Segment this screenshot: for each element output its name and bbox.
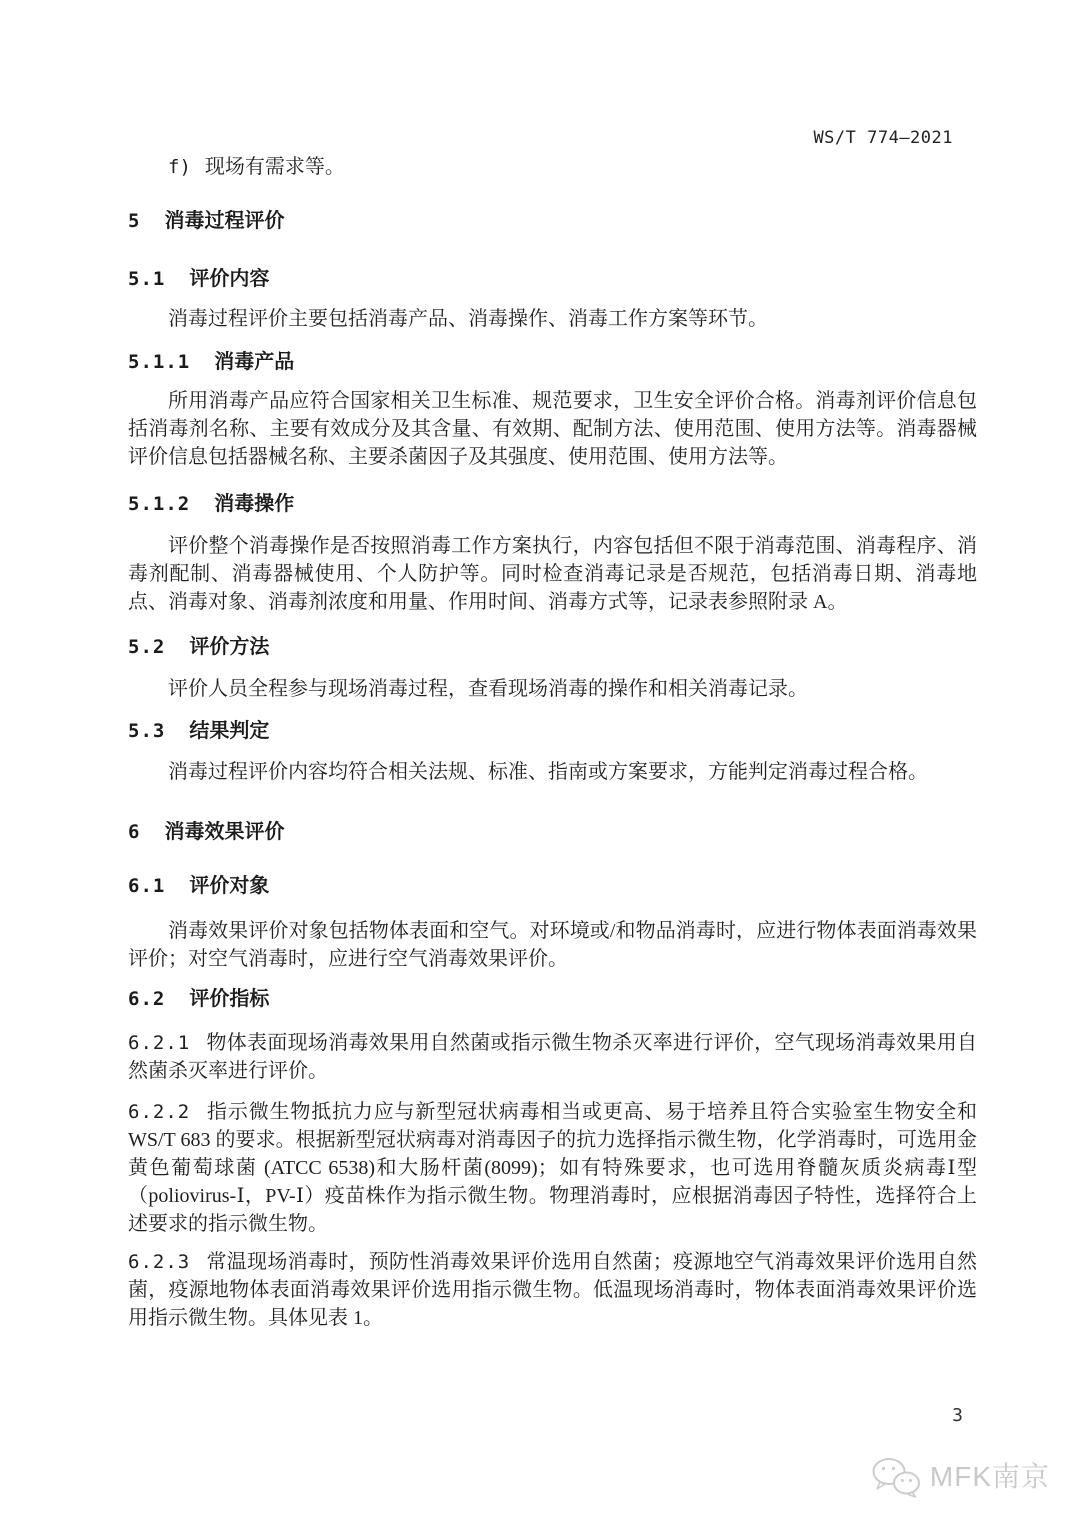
paragraph-5-1-2: 评价整个消毒操作是否按照消毒工作方案执行，内容包括但不限于消毒范围、消毒程序、消毒剂配制、消毒器械使用、个人防护等。同时检查消毒记录是否规范，包括消毒日期、消毒地点、消毒对象、消毒剂浓度和用量、作用时间、消毒方式等，记录表参照附录 A。 — [128, 535, 977, 613]
section-title: 消毒过程评价 — [164, 210, 285, 232]
section-title: 结果判定 — [189, 720, 270, 742]
subsection-heading-5-1-1 — [128, 348, 977, 376]
clause-text: 常温现场消毒时，预防性消毒效果评价选用自然菌；疫源地空气消毒效果评价选用自然菌，疫源地物体表面消毒效果评价选用指示微生物。低温现场消毒时，物体表面消毒效果评价选用指示微生物。具体见表 1。 — [128, 1251, 977, 1329]
section-number: 5.2 — [128, 636, 166, 658]
watermark — [870, 1456, 1050, 1498]
section-number: 6.1 — [128, 875, 166, 897]
wechat-icon — [870, 1456, 922, 1498]
section-heading-6 — [128, 818, 977, 846]
section-title: 评价指标 — [189, 988, 270, 1010]
paragraph-6-2-3 — [128, 1248, 977, 1332]
paragraph-5-1: 消毒过程评价主要包括消毒产品、消毒操作、消毒工作方案等环节。 — [168, 308, 768, 330]
paragraph-6-1: 消毒效果评价对象包括物体表面和空气。对环境或/和物品消毒时，应进行物体表面消毒效果评价；对空气消毒时，应进行空气消毒效果评价。 — [128, 920, 977, 970]
clause-number: 6.2.3 — [128, 1251, 191, 1273]
list-item-text: 现场有需求等。 — [204, 156, 345, 178]
section-number: 5.1.2 — [128, 493, 191, 515]
standard-number-header: WS/T 774—2021 — [813, 128, 953, 148]
clause-text: 物体表面现场消毒效果用自然菌或指示微生物杀灭率进行评价，空气现场消毒效果用自然菌杀灭率进行评价。 — [128, 1032, 977, 1082]
subsection-heading-5-1-2 — [128, 490, 977, 518]
section-title: 评价对象 — [189, 875, 270, 897]
section-title: 消毒效果评价 — [164, 821, 285, 843]
list-item-marker: f) — [168, 156, 191, 178]
paragraph-5-1-1: 所用消毒产品应符合国家相关卫生标准、规范要求，卫生安全评价合格。消毒剂评价信息包括消毒剂名称、主要有效成分及其含量、有效期、配制方法、使用范围、使用方法等。消毒器械评价信息包括器械名称、主要杀菌因子及其强度、使用范围、使用方法等。 — [128, 390, 977, 468]
subsection-heading-5-2 — [128, 633, 977, 661]
page-number: 3 — [952, 1405, 963, 1426]
paragraph-6-2-1 — [128, 1029, 977, 1085]
subsection-heading-6-2 — [128, 985, 977, 1013]
section-number: 6.2 — [128, 988, 166, 1010]
section-title: 评价内容 — [189, 268, 270, 290]
section-heading-5 — [128, 207, 977, 235]
section-number: 5.1 — [128, 268, 166, 290]
section-number: 6 — [128, 821, 141, 843]
clause-number: 6.2.1 — [128, 1032, 191, 1054]
watermark-text: MFK南京 — [929, 1461, 1050, 1492]
paragraph-5-2: 评价人员全程参与现场消毒过程，查看现场消毒的操作和相关消毒记录。 — [168, 678, 808, 700]
subsection-heading-5-3 — [128, 717, 977, 745]
paragraph-5-3: 消毒过程评价内容均符合相关法规、标准、指南或方案要求，方能判定消毒过程合格。 — [168, 761, 928, 783]
paragraph-6-2-2 — [128, 1098, 977, 1238]
clause-number: 6.2.2 — [128, 1101, 191, 1123]
subsection-heading-5-1 — [128, 265, 977, 293]
section-title: 消毒产品 — [214, 351, 295, 373]
document-body — [128, 153, 977, 1332]
section-title: 消毒操作 — [214, 493, 295, 515]
subsection-heading-6-1 — [128, 872, 977, 900]
section-number: 5.3 — [128, 720, 166, 742]
section-number: 5.1.1 — [128, 351, 191, 373]
list-item-f — [168, 153, 977, 181]
clause-text: 指示微生物抵抗力应与新型冠状病毒相当或更高、易于培养且符合实验室生物安全和 WS/T 683 的要求。根据新型冠状病毒对消毒因子的抗力选择指示微生物，化学消毒时，可选用金黄色葡萄球菌 (ATCC 6538)和大肠杆菌(8099)；如有特殊要求，也可选用脊髓灰质炎病毒Ⅰ型（poliovirus-Ⅰ，PV-Ⅰ）疫苗株作为指示微生物。物理消毒时，应根据消毒因子特性，选择符合上述要求的指示微生物。 — [128, 1101, 977, 1235]
section-title: 评价方法 — [189, 636, 270, 658]
section-number: 5 — [128, 210, 141, 232]
